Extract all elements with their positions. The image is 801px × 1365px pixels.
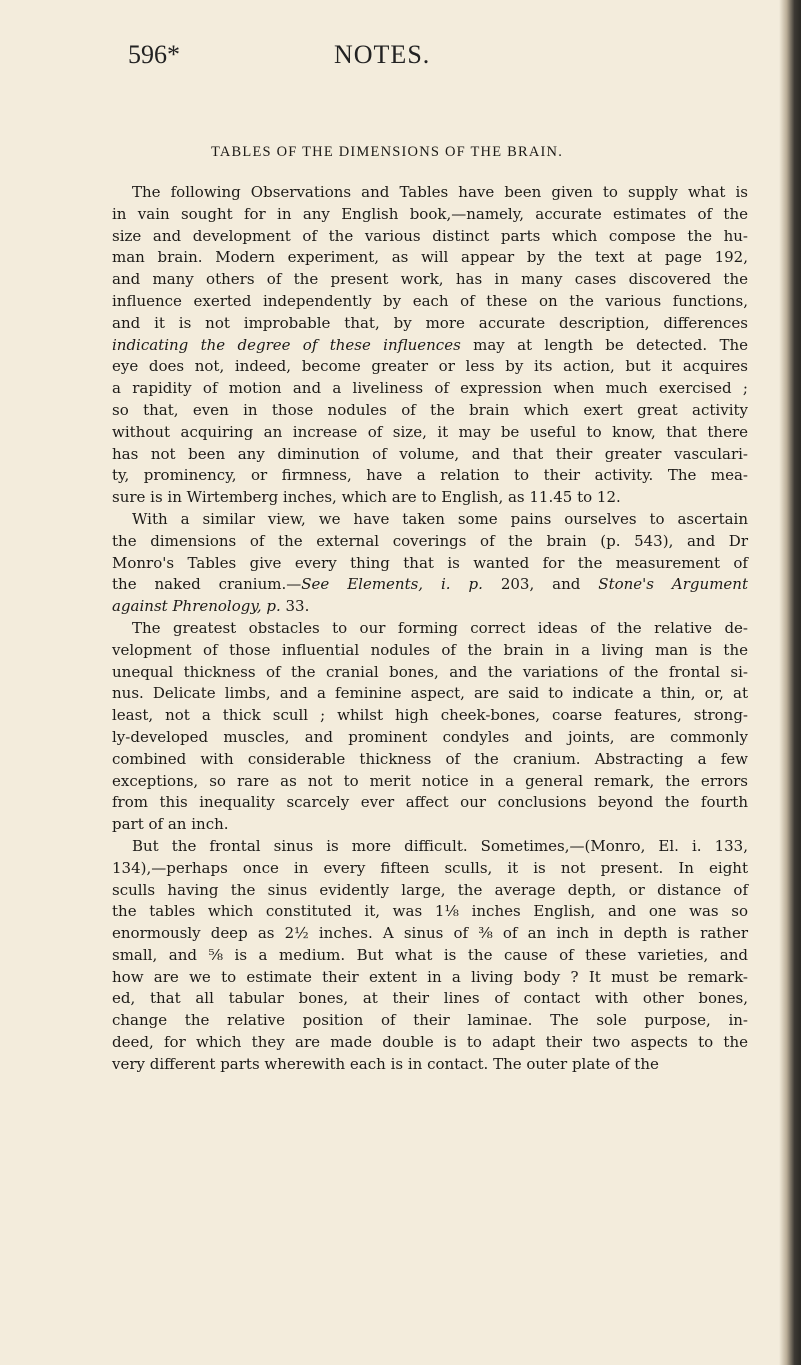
text-line: [112, 531, 748, 553]
text-line: [112, 182, 748, 204]
italic-text: Stone's Argument: [598, 575, 748, 594]
text-line: [112, 618, 748, 640]
body-text: [112, 182, 748, 1076]
text-segment: so that, even in those nodules of the brain which exert great activity: [112, 400, 748, 419]
page-number: 596*: [128, 40, 180, 69]
text-segment: and it is not improbable that, by more accurate description, differences: [112, 313, 748, 332]
text-segment: has not been any diminution of volume, and that their greater vasculari-: [112, 444, 748, 463]
text-segment: combined with considerable thickness of the cranium. Abstracting a few: [112, 749, 748, 768]
text-segment: With a similar view, we have taken some pains ourselves to ascertain: [132, 509, 748, 528]
page-edge-shadow: [779, 0, 801, 1365]
text-segment: exceptions, so rare as not to merit notice in a general remark, the errors: [112, 771, 748, 790]
section-title: TABLES OF THE DIMENSIONS OF THE BRAIN.: [210, 144, 564, 160]
text-line: [112, 749, 748, 771]
text-segment: unequal thickness of the cranial bones, and the variations of the frontal si-: [112, 662, 748, 681]
text-line: [112, 291, 748, 313]
text-segment: sculls having the sinus evidently large, the average depth, or distance of: [112, 880, 748, 899]
text-line: [112, 269, 748, 291]
text-line: [112, 1010, 748, 1032]
text-segment: small, and ⅝ is a medium. But what is the cause of these varieties, and: [112, 945, 748, 964]
text-segment: nus. Delicate limbs, and a feminine aspect, are said to indicate a thin, or, at: [112, 684, 748, 703]
text-segment: in vain sought for in any English book,—namely, accurate estimates of the: [112, 204, 748, 223]
text-line: [112, 574, 748, 596]
text-segment: least, not a thick scull ; whilst high cheek-bones, coarse features, strong-: [112, 706, 748, 725]
text-segment: enormously deep as 2½ inches. A sinus of ⅜ of an inch in depth is rather: [112, 924, 748, 943]
text-segment: ty, prominency, or firmness, have a relation to their activity. The mea-: [112, 466, 748, 485]
text-segment: the naked cranium.—: [112, 575, 302, 594]
text-line: [112, 465, 748, 487]
text-line: [112, 487, 748, 509]
text-line: [112, 880, 748, 902]
text-segment: size and development of the various distinct parts which compose the hu-: [112, 226, 748, 245]
text-segment: part of an inch.: [112, 815, 229, 834]
text-segment: But the frontal sinus is more difficult. Sometimes,—(Monro, El. i. 133,: [132, 836, 748, 855]
text-line: [112, 313, 748, 335]
text-line: [112, 226, 748, 248]
text-line: [112, 858, 748, 880]
paragraph: [112, 182, 748, 509]
text-line: [112, 662, 748, 684]
text-line: [112, 356, 748, 378]
text-line: [112, 204, 748, 226]
text-segment: 134),—perhaps once in every fifteen sculls, it is not present. In eight: [112, 858, 748, 877]
page-header: [128, 40, 688, 76]
text-segment: 33.: [280, 597, 310, 616]
text-line: [112, 967, 748, 989]
text-line: [112, 247, 748, 269]
text-segment: very different parts wherewith each is in contact. The outer plate of the: [112, 1054, 659, 1073]
text-segment: deed, for which they are made double is to adapt their two aspects to the: [112, 1033, 748, 1052]
text-segment: influence exerted independently by each of these on the various functions,: [112, 291, 748, 310]
paragraph: [112, 836, 748, 1076]
text-segment: 203, and: [482, 575, 599, 594]
text-line: [112, 444, 748, 466]
text-segment: a rapidity of motion and a liveliness of expression when much exercised ;: [112, 379, 748, 398]
text-line: [112, 771, 748, 793]
text-segment: eye does not, indeed, become greater or less by its action, but it acquires: [112, 357, 748, 376]
running-head: NOTES.: [334, 40, 431, 69]
text-segment: ed, that all tabular bones, at their lines of contact with other bones,: [112, 989, 748, 1008]
text-line: [112, 945, 748, 967]
text-segment: from this inequality scarcely ever affect our conclusions beyond the fourth: [112, 793, 748, 812]
text-line: [112, 792, 748, 814]
text-segment: how are we to estimate their extent in a living body ? It must be remark-: [112, 967, 748, 986]
text-line: [112, 596, 748, 618]
text-line: [112, 683, 748, 705]
text-line: [112, 901, 748, 923]
text-line: [112, 1054, 748, 1076]
text-segment: the dimensions of the external coverings of the brain (p. 543), and Dr: [112, 531, 748, 550]
text-segment: change the relative position of their laminae. The sole purpose, in-: [112, 1011, 748, 1030]
text-line: [112, 988, 748, 1010]
text-line: [112, 400, 748, 422]
text-line: [112, 640, 748, 662]
text-line: [112, 727, 748, 749]
text-segment: The following Observations and Tables have been given to supply what is: [132, 183, 748, 201]
italic-text: against Phrenology, p.: [112, 597, 281, 616]
text-line: [112, 509, 748, 531]
paragraph: [112, 618, 748, 836]
italic-text: See Elements, i. p.: [301, 575, 483, 594]
italic-text: indicating the degree of these influences: [112, 335, 461, 354]
text-line: [112, 553, 748, 575]
paragraph: [112, 509, 748, 618]
text-line: [112, 378, 748, 400]
text-segment: sure is in Wirtemberg inches, which are to English, as 11.45 to 12.: [112, 488, 621, 507]
text-line: [112, 923, 748, 945]
text-segment: Monro's Tables give every thing that is wanted for the measurement of: [112, 553, 748, 572]
text-segment: without acquiring an increase of size, it may be useful to know, that there: [112, 422, 748, 441]
text-segment: The greatest obstacles to our forming correct ideas of the relative de-: [132, 618, 748, 637]
text-segment: the tables which constituted it, was 1⅛ inches English, and one was so: [112, 902, 748, 921]
text-segment: man brain. Modern experiment, as will appear by the text at page 192,: [112, 248, 748, 267]
text-line: [112, 1032, 748, 1054]
text-segment: ly-developed muscles, and prominent condyles and joints, are commonly: [112, 727, 748, 746]
text-line: [112, 422, 748, 444]
text-segment: and many others of the present work, has in many cases discovered the: [112, 270, 748, 289]
text-line: [112, 705, 748, 727]
text-line: [112, 836, 748, 858]
text-line: [112, 335, 748, 357]
text-segment: may at length be detected. The: [460, 335, 748, 354]
text-segment: velopment of those influential nodules of the brain in a living man is the: [112, 640, 748, 659]
text-line: [112, 814, 748, 836]
